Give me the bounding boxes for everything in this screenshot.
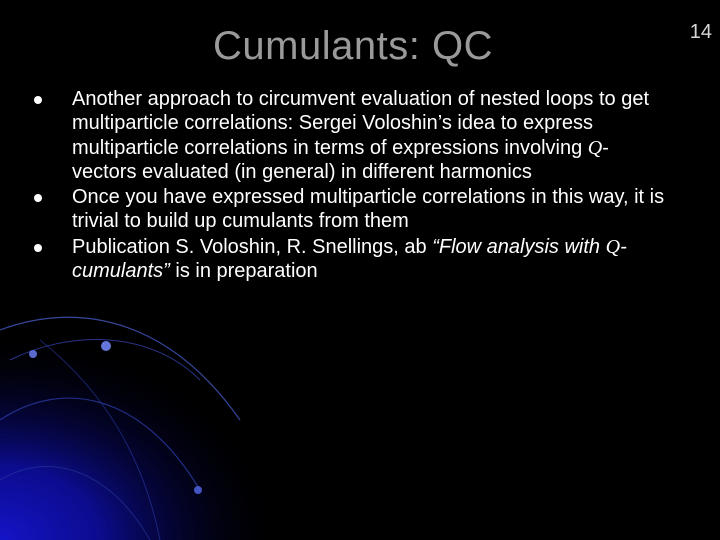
bullet-item <box>34 235 672 284</box>
bullet-dot-icon <box>34 96 42 104</box>
bullet-text-segment: is in preparation <box>169 260 318 283</box>
bullet-text-segment: Once you have expressed multiparticle correlations in this way, it is trivial to build up cumulants from them <box>72 186 665 233</box>
bullet-dot-icon <box>34 194 42 202</box>
bullet-text-segment: Q <box>587 136 603 159</box>
slide-title: Cumulants: QC <box>213 24 493 68</box>
bullet-dot-icon <box>34 244 42 252</box>
bullet-text-segment: Q <box>605 235 621 258</box>
bullet-text-segment: “Flow analysis with <box>432 235 606 258</box>
bullet-text-segment: Another approach to circumvent evaluation of nested loops to get multiparticle correlations: Sergei Voloshin’s idea to express multiparticle correlations in terms of expressions involving <box>72 88 650 159</box>
bullet-list <box>34 87 672 283</box>
bullet-item <box>34 185 672 234</box>
bullet-text-segment: -cumulants” <box>72 235 627 283</box>
bullet-item <box>34 87 672 184</box>
slide-number: 14 <box>689 21 712 43</box>
bullet-text-segment: Publication S. Voloshin, R. Snellings, ab <box>72 235 433 258</box>
bullet-text-segment: -vectors evaluated (in general) in different harmonics <box>72 136 609 183</box>
